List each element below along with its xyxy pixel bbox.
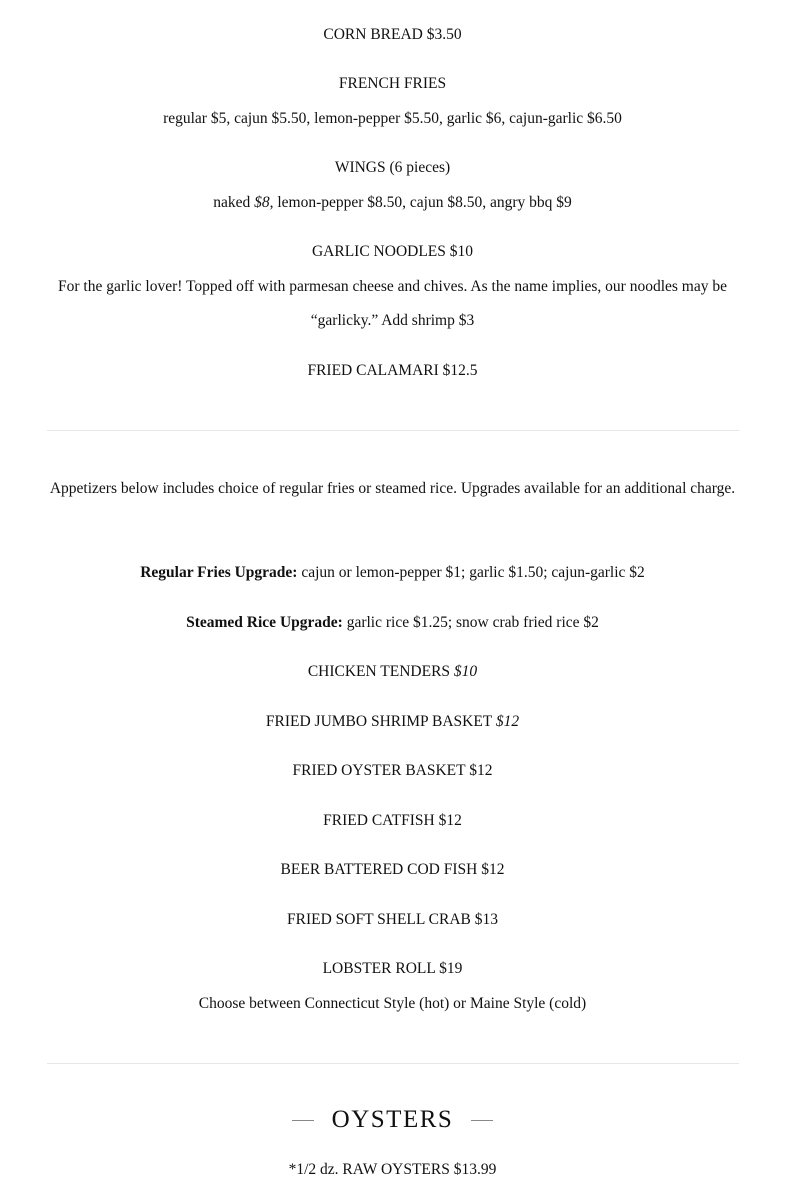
menu-item-corn-bread: CORN BREAD $3.50 bbox=[323, 26, 462, 43]
jumbo-shrimp-name: FRIED JUMBO SHRIMP BASKET bbox=[265, 713, 496, 730]
menu-item-oyster-basket: FRIED OYSTER BASKET $12 bbox=[292, 762, 493, 779]
fries-upgrade-label: Regular Fries Upgrade: bbox=[140, 564, 298, 581]
oysters-title: OYSTERS bbox=[331, 1106, 454, 1133]
menu-item-garlic-noodles: GARLIC NOODLES $10 bbox=[311, 243, 474, 260]
menu-item-jumbo-shrimp bbox=[0, 705, 785, 739]
rice-upgrade-label: Steamed Rice Upgrade: bbox=[186, 614, 343, 631]
wings-desc-rest: , lemon-pepper $8.50, cajun $8.50, angry bbq $9 bbox=[269, 194, 572, 211]
jumbo-shrimp-price: $12 bbox=[495, 713, 520, 730]
menu-item-fried-calamari: FRIED CALAMARI $12.5 bbox=[307, 362, 478, 379]
menu-item-cod: BEER BATTERED COD FISH $12 bbox=[280, 861, 505, 878]
menu-item-soft-shell-crab: FRIED SOFT SHELL CRAB $13 bbox=[286, 911, 498, 928]
wings-naked-price: $8 bbox=[254, 194, 270, 211]
chicken-tenders-price: $10 bbox=[453, 663, 478, 680]
menu-item-lobster-roll-desc: Choose between Connecticut Style (hot) or Maine Style (cold) bbox=[198, 995, 587, 1012]
rice-upgrade-note bbox=[0, 606, 785, 640]
fries-upgrade-text: cajun or lemon-pepper $1; garlic $1.50; cajun-garlic $2 bbox=[297, 564, 645, 581]
wings-desc-part: naked bbox=[213, 194, 255, 211]
menu-item-wings-desc bbox=[0, 186, 785, 220]
menu-item-garlic-noodles-desc: For the garlic lover! Topped off with parmesan cheese and chives. As the name implies, our noodles may be “garlicky.” Add shrimp $3 bbox=[58, 278, 727, 329]
fries-upgrade-note bbox=[0, 556, 785, 590]
menu-item-raw-oysters: *1/2 dz. RAW OYSTERS $13.99 bbox=[288, 1161, 497, 1178]
appetizers-intro: Appetizers below includes choice of regular fries or steamed rice. Upgrades available for an additional charge. bbox=[49, 480, 736, 497]
menu-item-wings: WINGS (6 pieces) bbox=[334, 159, 451, 176]
heading-dash-right bbox=[471, 1120, 493, 1121]
oysters-heading bbox=[0, 1100, 785, 1140]
rice-upgrade-text: garlic rice $1.25; snow crab fried rice $2 bbox=[342, 614, 599, 631]
menu-item-french-fries: FRENCH FRIES bbox=[338, 75, 447, 92]
section-divider bbox=[47, 1063, 739, 1064]
chicken-tenders-name: CHICKEN TENDERS bbox=[307, 663, 454, 680]
heading-dash-left bbox=[292, 1120, 314, 1121]
menu-item-lobster-roll: LOBSTER ROLL $19 bbox=[322, 960, 463, 977]
menu-item-french-fries-desc: regular $5, cajun $5.50, lemon-pepper $5.50, garlic $6, cajun-garlic $6.50 bbox=[163, 110, 622, 127]
menu-item-chicken-tenders bbox=[0, 655, 785, 689]
section-divider bbox=[47, 430, 739, 431]
menu-item-catfish: FRIED CATFISH $12 bbox=[323, 812, 462, 829]
